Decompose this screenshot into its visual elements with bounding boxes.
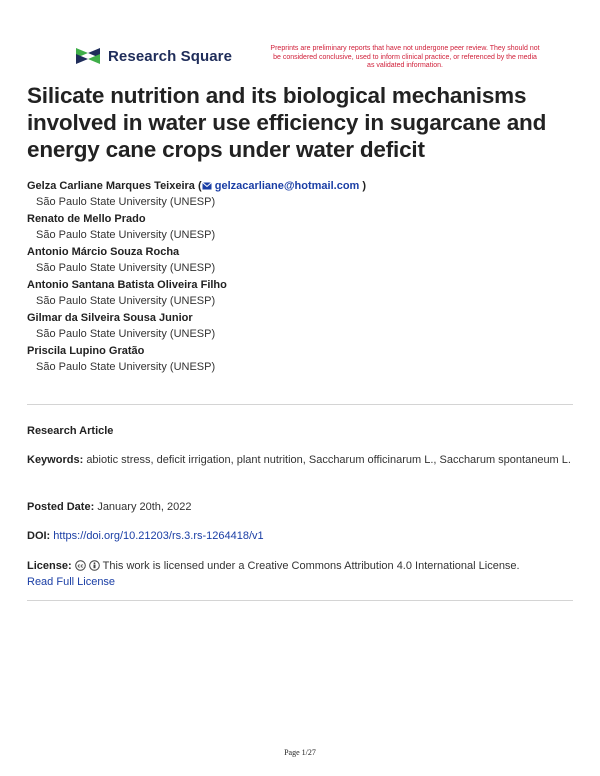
doi bbox=[27, 528, 573, 544]
author-list bbox=[27, 179, 577, 377]
author-affiliation: São Paulo State University (UNESP) bbox=[36, 328, 216, 340]
creative-commons-icon bbox=[75, 560, 86, 571]
author-affiliation: São Paulo State University (UNESP) bbox=[36, 295, 216, 307]
doi-label: DOI: bbox=[27, 530, 51, 542]
posted-date bbox=[27, 499, 573, 515]
posted-date-label: Posted Date: bbox=[27, 501, 95, 513]
article-type: Research Article bbox=[27, 425, 114, 437]
author-affiliation: São Paulo State University (UNESP) bbox=[36, 229, 216, 241]
author-name: Renato de Mello Prado bbox=[27, 213, 146, 225]
author-item bbox=[27, 212, 577, 242]
page-number: Page 1/27 bbox=[284, 748, 316, 757]
research-square-logo[interactable] bbox=[74, 46, 232, 66]
author-affiliation: São Paulo State University (UNESP) bbox=[36, 262, 216, 274]
author-item bbox=[27, 344, 577, 374]
paper-title: Silicate nutrition and its biological mechanisms involved in water use efficiency in sugarcane and energy cane crops under water deficit bbox=[27, 83, 547, 162]
divider bbox=[27, 600, 573, 601]
svg-text:cc: cc bbox=[77, 563, 84, 570]
author-item: Gelza Carliane Marques Teixeira ( gelzacarliane@hotmail.com ) São Paulo State University (UNESP) bbox=[27, 179, 577, 209]
divider bbox=[27, 404, 573, 405]
license-label: License: bbox=[27, 560, 72, 572]
attribution-icon bbox=[89, 560, 100, 571]
author-affiliation: São Paulo State University (UNESP) bbox=[36, 361, 216, 373]
author-item bbox=[27, 278, 577, 308]
license-text: This work is licensed under a Creative Commons Attribution 4.0 International License. bbox=[102, 560, 520, 572]
posted-date-value: January 20th, 2022 bbox=[97, 501, 192, 513]
preprint-notice: Preprints are preliminary reports that have not undergone peer review. They should not be considered conclusive, used to inform clinical practice, or referenced by the media as validated information. bbox=[270, 45, 540, 69]
envelope-icon bbox=[202, 182, 212, 190]
keywords bbox=[27, 452, 573, 468]
author-email-link[interactable]: gelzacarliane@hotmail.com bbox=[214, 180, 360, 192]
keywords-value: abiotic stress, deficit irrigation, plant nutrition, Saccharum officinarum L., Saccharum spontaneum L. bbox=[86, 454, 571, 466]
doi-link[interactable]: https://doi.org/10.21203/rs.3.rs-1264418/v1 bbox=[53, 530, 264, 542]
author-name: Priscila Lupino Gratão bbox=[27, 345, 145, 357]
author-name: Antonio Márcio Souza Rocha bbox=[27, 246, 180, 258]
read-full-license-link[interactable]: Read Full License bbox=[27, 576, 116, 588]
author-name: Gelza Carliane Marques Teixeira bbox=[27, 180, 195, 192]
keywords-label: Keywords: bbox=[27, 454, 84, 466]
license bbox=[27, 558, 573, 590]
research-square-logo-icon bbox=[74, 46, 102, 66]
author-name: Antonio Santana Batista Oliveira Filho bbox=[27, 279, 227, 291]
author-item bbox=[27, 245, 577, 275]
author-name: Gilmar da Silveira Sousa Junior bbox=[27, 312, 193, 324]
author-affiliation: São Paulo State University (UNESP) bbox=[36, 196, 216, 208]
header bbox=[0, 0, 600, 80]
brand-name: Research Square bbox=[108, 47, 233, 65]
author-item bbox=[27, 311, 577, 341]
